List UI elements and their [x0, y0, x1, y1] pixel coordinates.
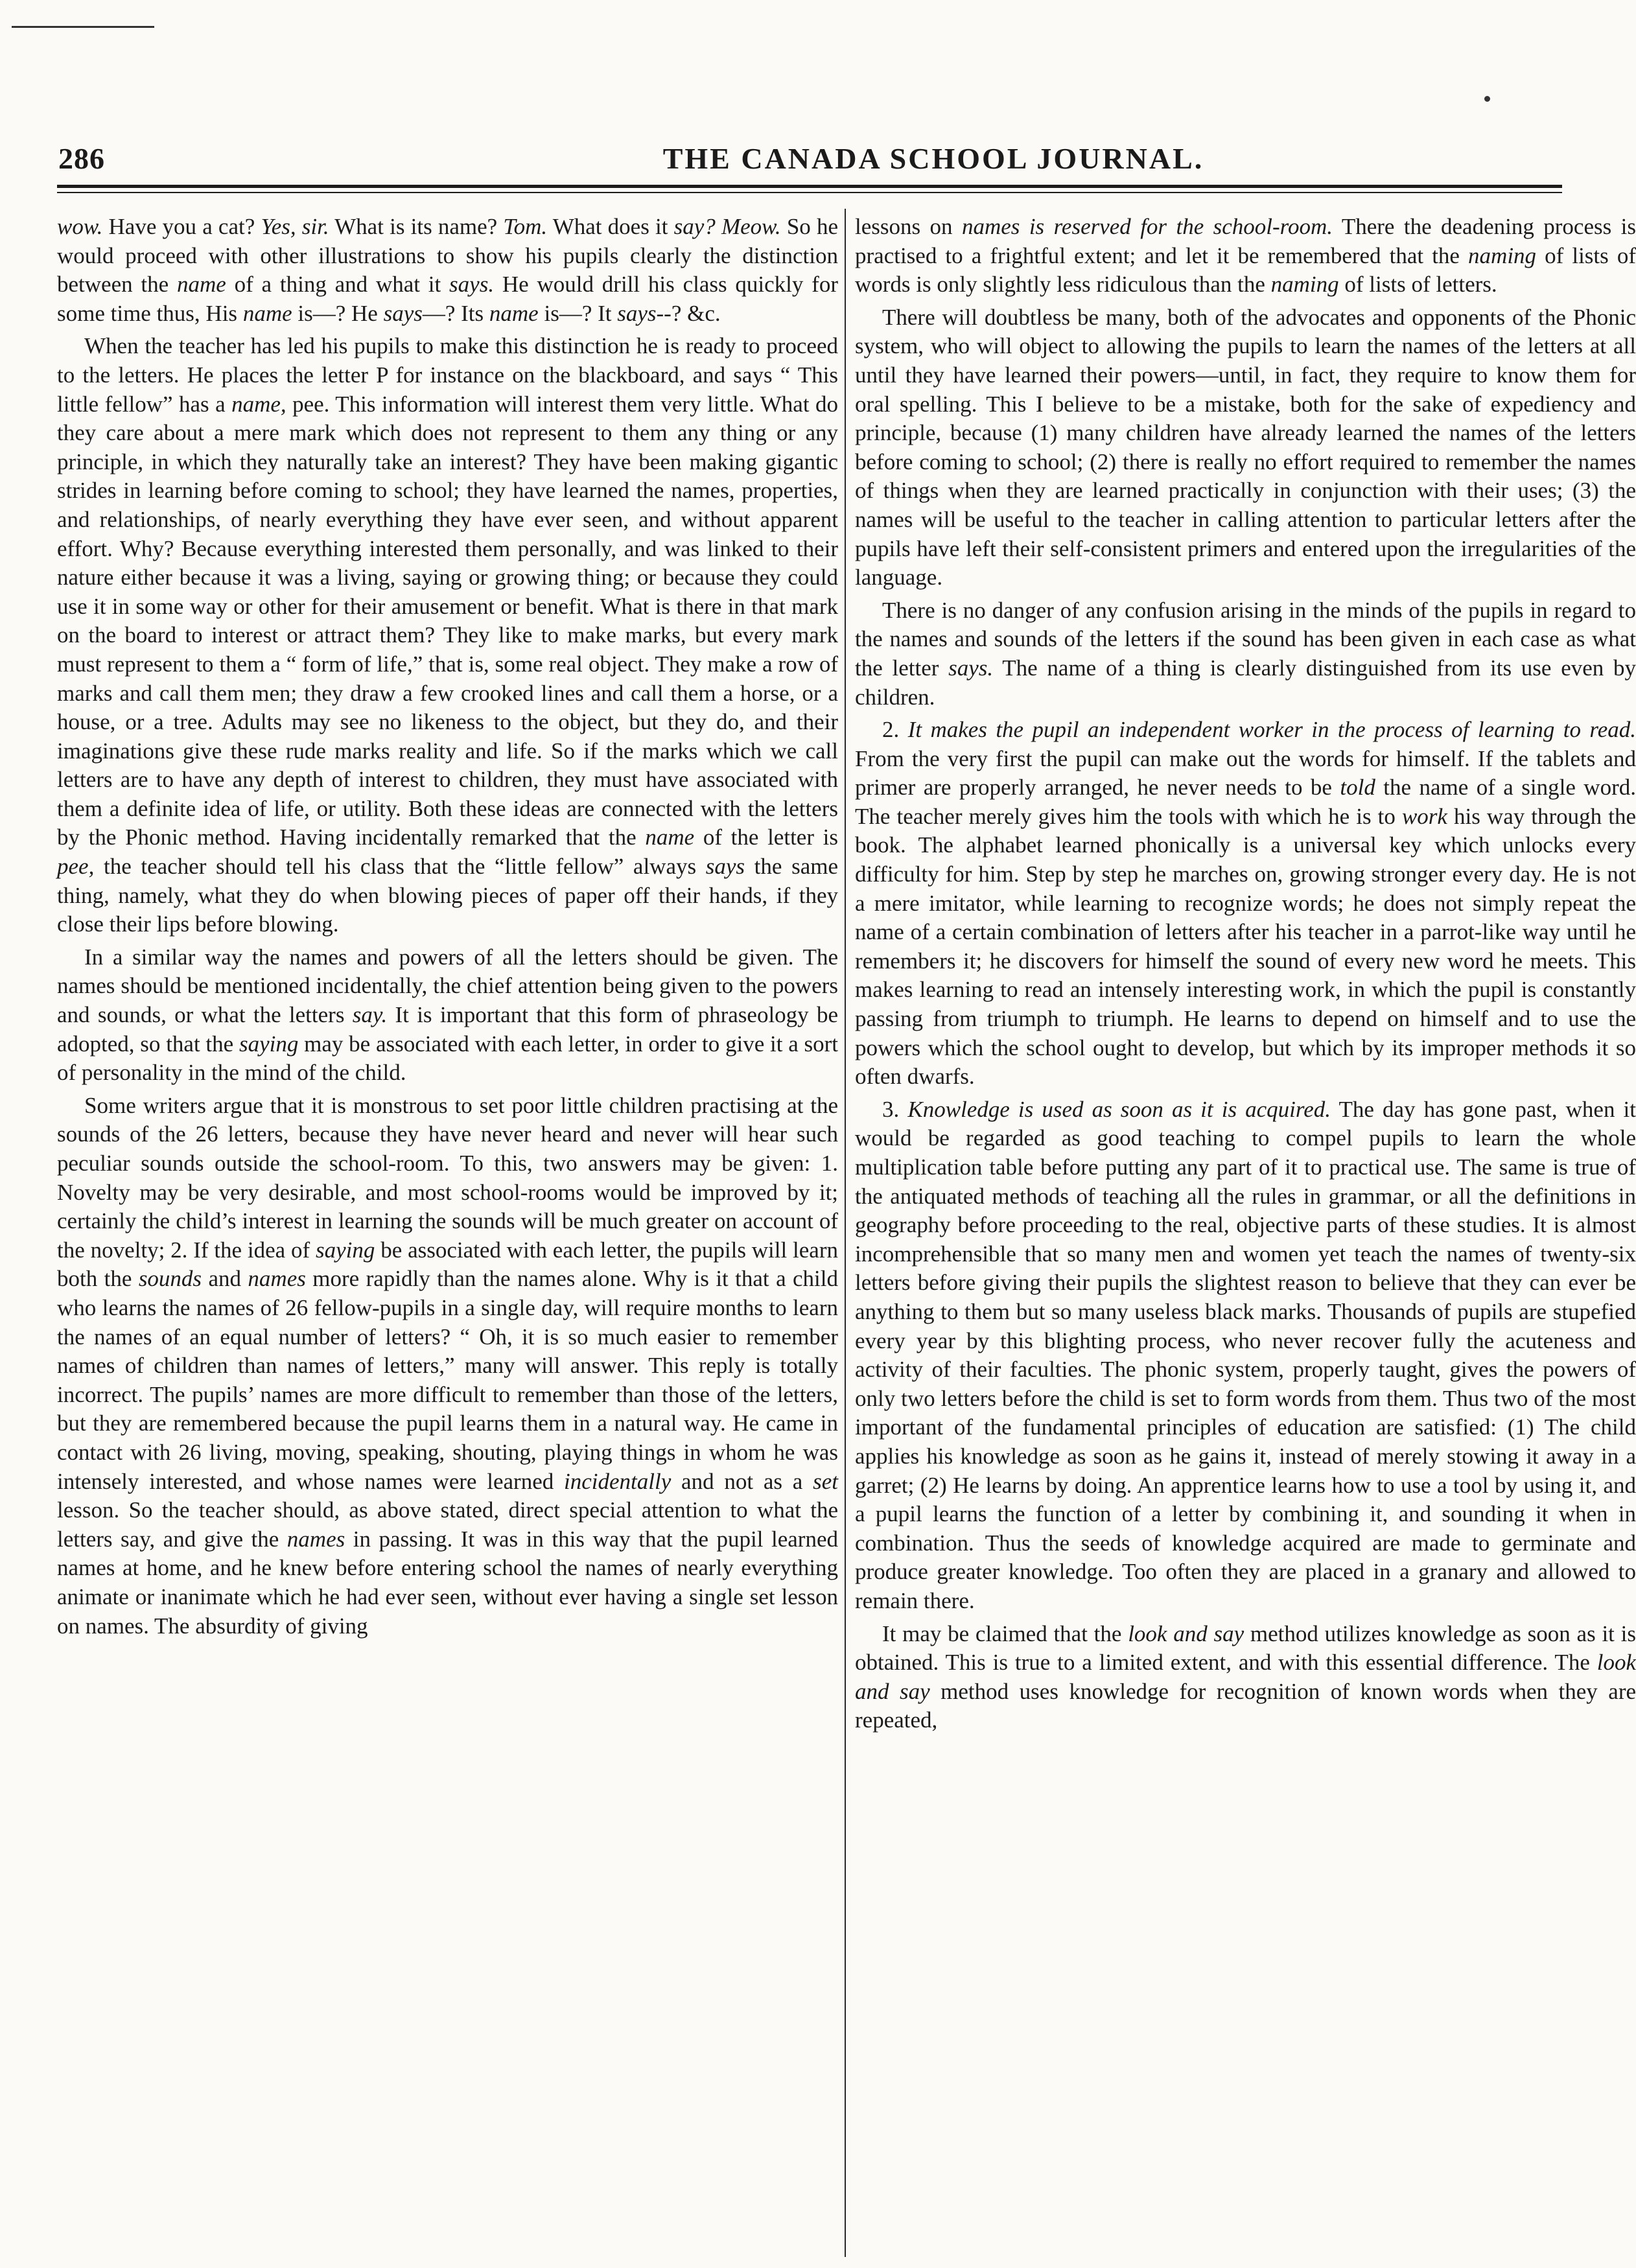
italic-text: says	[383, 300, 423, 326]
paragraph	[855, 213, 1636, 299]
paragraph	[855, 716, 1636, 1092]
text-run: The day has gone past, when it would be regarded as good teaching to compel pupils to learn the whole multiplication table before putting any part of it to practical use. The same is true of the antiquated methods of teaching all the rules in grammar, or all the definitions in geography before proceeding to the real, objective parts of these studies. It is almost incomprehensible that so many men and women yet teach the names of twenty-six letters before giving their pupils the slightest reason to believe that they can ever be anything to them but so many useless black marks. Thousands of pupils are stupefied every year by this blighting process, who never recover fully the acuteness and activity of their faculties. The phonic system, properly taught, gives the powers of only two letters before the child is set to form words from them. Thus two of the most important of the fundamental principles of education are satisfied: (1) The child applies his knowledge as soon as he gains it, instead of merely stowing it away in a garret; (2) He learns by doing. An apprentice learns how to use a tool by using it, and a pupil learns the function of a letter by combining it, and sounding it when in combination. Thus the seeds of knowledge acquired are made to germinate and produce greater knowledge. Too often they are placed in a granary and allowed to remain there.	[855, 1096, 1636, 1613]
text-run: of lists of letters.	[1338, 272, 1497, 298]
paragraph	[855, 1620, 1636, 1735]
paragraph	[855, 596, 1636, 712]
text-run: There is no danger of any confusion arising in the minds of the pupils in regard to the names and sounds of the letters if the sound has been given in each case as what the letter	[855, 597, 1636, 681]
header-rule-thin	[57, 192, 1562, 193]
text-run: From the very first the pupil can make out the words for himself. If the tablets and primer are properly arranged, he never needs to be	[855, 745, 1636, 801]
italic-text: say.	[352, 1002, 388, 1028]
text-run: —? Its	[422, 300, 489, 326]
text-run: It is important that this form of phraseology be adopted, so that the	[57, 1002, 839, 1057]
paragraph	[57, 213, 838, 328]
left-column	[57, 213, 838, 2222]
right-column	[855, 213, 1636, 2222]
text-run: method uses knowledge for recognition of known words when they are repeated,	[855, 1678, 1636, 1733]
text-run: So he would proceed with other illustrations to show his pupils clearly the distinction between the	[57, 214, 839, 298]
italic-text: Meow.	[721, 214, 781, 239]
italic-text: naming	[1270, 272, 1339, 298]
paragraph	[57, 943, 838, 1088]
text-run: Have you a cat?	[102, 214, 261, 239]
italic-text: says.	[449, 272, 495, 298]
paragraph	[57, 1092, 838, 1641]
text-run: --? &c.	[656, 300, 721, 326]
text-run: When the teacher has led his pupils to make this distinction he is ready to proceed to the letters. He places the letter P for instance on the blackboard, and says “ This little fellow” has a	[57, 333, 838, 417]
italic-text: look and say	[1128, 1620, 1245, 1646]
italic-text: says	[617, 300, 657, 326]
text-run: the teacher should tell his class that the “little fellow” always	[94, 854, 706, 880]
text-run	[716, 214, 721, 239]
italic-text: Tom.	[503, 214, 548, 239]
italic-text: name	[176, 272, 226, 298]
header-rule-thick	[57, 185, 1562, 188]
page-number: 286	[58, 142, 105, 175]
column-divider	[845, 209, 846, 2257]
paragraph	[57, 332, 838, 939]
italic-text: sounds	[138, 1266, 202, 1292]
text-run: more rapidly than the names alone. Why is it that a child who learns the names of 26 fellow-pupils in a single day, will require months to learn the names of an equal number of letters? “ Oh, it is so much easier to remember names of children than names of letters,” many will answer. This reply is totally incorrect. The pupils’ names are more difficult to remember than those of the letters, but they are remembered because the pupil learns them in a natural way. He came in contact with 26 living, moving, speaking, shouting, playing things in whom he was intensely interested, and whose names were learned	[57, 1266, 838, 1494]
italic-text: incidentally	[564, 1468, 672, 1494]
italic-text: name	[242, 300, 292, 326]
text-run: and not as a	[671, 1468, 813, 1494]
text-run: of the letter is	[694, 824, 838, 850]
italic-text: says	[705, 854, 745, 880]
italic-text: set	[813, 1468, 839, 1494]
text-run: in passing. It was in this way that the pupil learned names at home, and he knew before entering school the names of nearly everything animate or inanimate which he had ever seen, without ever having a single set lesson on names. The absurdity of giving	[57, 1526, 838, 1639]
text-run: What does it	[547, 214, 674, 239]
text-run: Some writers argue that it is monstrous to set poor little children practising at the sounds of the 26 letters, because they have never heard and never will hear such peculiar sounds outside the school-room. To this, two answers may be given: 1. Novelty may be very desirable, and most school-rooms would be improved by it; certainly the child’s interest in learning the sounds will be much greater on account of the novelty; 2. If the idea of	[57, 1092, 838, 1263]
text-run: method utilizes knowledge as soon as it is obtained. This is true to a limited extent, and with this essential difference. The	[855, 1620, 1636, 1676]
italic-text: name,	[231, 391, 286, 417]
text-run: lesson. So the teacher should, as above stated, direct special attention to what the letters say, and give the	[57, 1497, 838, 1552]
italic-text: work	[1401, 803, 1447, 829]
text-run: It may be claimed that the	[882, 1620, 1128, 1646]
italic-text: told	[1340, 775, 1375, 801]
italic-text: saying	[316, 1237, 375, 1263]
text-run: There will doubtless be many, both of the advocates and opponents of the Phonic system, who will object to allowing the pupils to learn the names of the letters at all until they have learned their powers—until, in fact, they require to know them for oral spelling. This I believe to be a mistake, both for the sake of expediency and principle, because (1) many children have already learned the names of the letters before coming to school; (2) there is really no effort required to remember the names of things when they are learned practically in conjunction with their uses; (3) the names will be useful to the teacher in calling attention to particular letters after the pupils have left their self-consistent primers and entered upon the irregularities of the language.	[855, 304, 1636, 590]
text-run: He would drill his class quickly for some time thus, His	[57, 272, 838, 326]
scan-mark-top-left	[12, 26, 154, 28]
text-run: of a thing and what it	[226, 272, 450, 298]
text-run: is—? He	[292, 300, 384, 326]
italic-text: name	[489, 300, 539, 326]
text-run: may be associated with each letter, in order to give it a sort of personality in the mind of the child.	[57, 1031, 839, 1086]
italic-text: is reserved for the school-room.	[1020, 214, 1333, 239]
text-run: 2.	[882, 717, 908, 743]
text-run: is—? It	[538, 300, 618, 326]
text-run: the same thing, namely, what they do when blowing pieces of paper off their hands, if they close their lips before blowing.	[57, 854, 838, 937]
text-run: of lists of words is only slightly less ridiculous than the	[855, 242, 1636, 298]
text-run: The name of a thing is clearly distinguished from its use even by children.	[855, 655, 1636, 710]
paragraph	[855, 303, 1636, 592]
text-run: 3.	[882, 1096, 908, 1122]
text-run: his way through the book. The alphabet learned phonically is a universal key which unlocks every difficulty for him. Step by step he marches on, growing stronger every day. He is not a mere imitator, while learning to recognize words; he does not simply repeat the name of a certain combination of letters after his teacher in a parrot-like way until he remembers it; he discovers for himself the sound of every new word he meets. This makes learning to read an intensely interesting work, in which the pupil is constantly passing from triumph to triumph. He learns to depend on himself and to use the powers which the school ought to develop, but which by its improper methods it so often dwarfs.	[855, 803, 1636, 1090]
italic-text: pee,	[57, 854, 95, 880]
italic-text: Yes, sir.	[261, 214, 329, 239]
italic-text: saying	[239, 1031, 299, 1057]
italic-text: names	[286, 1526, 345, 1552]
italic-text: says.	[948, 655, 994, 681]
italic-text: look and say	[855, 1650, 1636, 1704]
italic-text: name	[645, 824, 695, 850]
text-run: the name of a single word. The teacher merely gives him the tools with which he is to	[855, 775, 1636, 829]
italic-text: Knowledge is used as soon as it is acquired.	[907, 1096, 1331, 1122]
italic-text: wow.	[57, 214, 103, 239]
text-run: lessons on	[855, 214, 962, 239]
italic-text: names	[961, 214, 1020, 239]
italic-text: names	[248, 1266, 306, 1292]
paragraph	[855, 1095, 1636, 1616]
text-run: There the deadening process is practised to a frightful extent; and let it be remembered that the	[855, 214, 1636, 268]
scan-mark-top-right	[1484, 96, 1490, 102]
text-run: In a similar way the names and powers of all the letters should be given. The names should be mentioned incidentally, the chief attention being given to the powers and sounds, or what the letters	[57, 944, 838, 1028]
journal-title: THE CANADA SCHOOL JOURNAL.	[662, 142, 1204, 175]
text-run: be associated with each letter, the pupils will learn both the	[57, 1237, 838, 1292]
text-run: pee. This information will interest them very little. What do they care about a mere mark which does not represent to them any thing or any principle, in which they naturally take an interest? They have been making gigantic strides in learning before coming to school; they have learned the names, properties, and relationships, of nearly everything they have ever seen, and without apparent effort. Why? Because everything interested them personally, and was linked to their nature either because it was a living, saying or growing thing; or because they could use it in some way or other for their amusement or benefit. What is there in that mark on the board to interest or attract them? They like to make marks, but every mark must represent to them a “ form of life,” that is, some real object. They make a row of marks and call them men; they draw a few crooked lines and call them a horse, or a house, or a tree. Adults may see no likeness to the object, but they do, and their imaginations give these rude marks reality and life. So if the marks which we call letters are to have any depth of interest to children, they must have associated with them a definite idea of life, or utility. Both these ideas are connected with the letters by the Phonic method. Having incidentally remarked that the	[57, 391, 839, 850]
text-run: and	[202, 1266, 248, 1292]
italic-text: say?	[673, 214, 716, 239]
text-run: What is its name?	[329, 214, 504, 239]
italic-text: It makes the pupil an independent worker in the process of learning to read.	[907, 717, 1636, 743]
italic-text: naming	[1468, 242, 1537, 268]
